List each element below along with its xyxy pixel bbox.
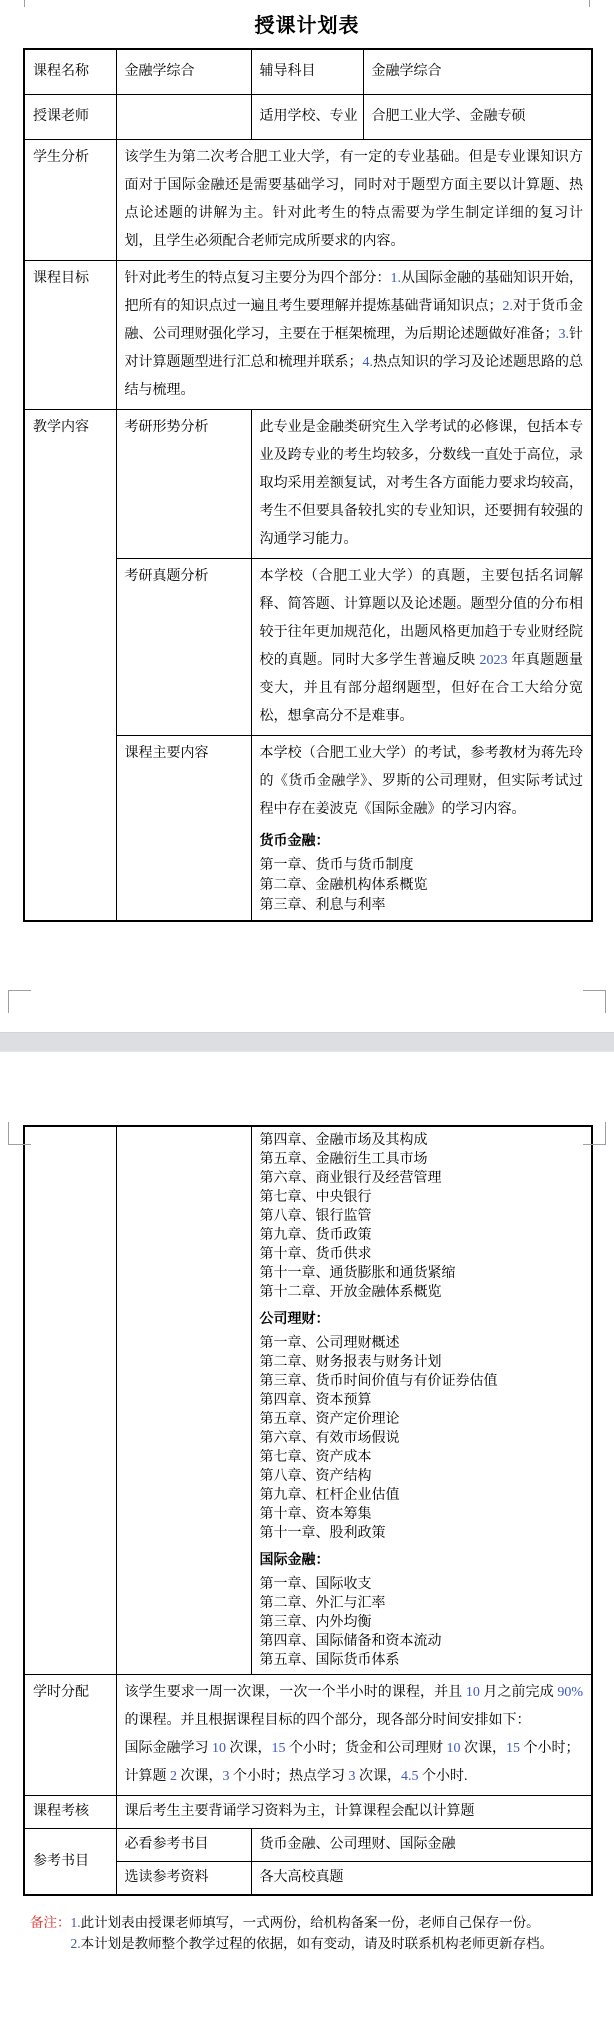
- highlighted-number: 3: [222, 1769, 230, 1784]
- table-row: [24, 410, 592, 559]
- school-major-label: 适用学校、专业: [251, 95, 363, 140]
- main-content-cell: [251, 736, 592, 922]
- highlighted-number: 1.: [70, 1915, 81, 1930]
- chapter-item: 第二章、外汇与汇率: [259, 1596, 386, 1611]
- international-finance-chapters: [260, 1575, 584, 1670]
- past-papers-label: 考研真题分析: [116, 559, 251, 736]
- document-page-2: [0, 1052, 614, 2024]
- highlighted-number: 4.: [362, 355, 373, 370]
- text-segment: 国际金融学习: [124, 1741, 212, 1756]
- highlighted-number: 4.5: [401, 1769, 419, 1784]
- text-segment: 月之前完成: [479, 1685, 558, 1700]
- table-row: [24, 1796, 592, 1829]
- must-read-label: 必看参考书目: [116, 1829, 251, 1862]
- text-segment: 个小时；货金和公司理财: [285, 1741, 447, 1756]
- page1-corner-mark-right: [583, 990, 606, 1013]
- assessment-label: 课程考核: [24, 1796, 116, 1829]
- main-content-label: 课程主要内容: [116, 736, 251, 922]
- course-goal-label: 课程目标: [24, 261, 116, 410]
- international-finance-heading: 国际金融：: [259, 1553, 330, 1568]
- assessment-text: 课后考生主要背诵学习资料为主，计算课程会配以计算题: [116, 1796, 592, 1829]
- highlighted-number: 15: [271, 1741, 286, 1756]
- text-segment: 针对计算题题型进行汇总和梳理并联系；: [124, 327, 583, 370]
- chapter-item: 第八章、资产结构: [259, 1469, 372, 1484]
- exam-trend-label: 考研形势分析: [116, 410, 251, 559]
- chapter-item: 第五章、资产定价理论: [259, 1412, 400, 1427]
- chapter-item: 第九章、杠杆企业估值: [259, 1488, 400, 1503]
- exam-trend-text: 此专业是金融类研究生入学考试的必修课，包括本专业及跨专业的考生均较多，分数线一直处于高位，录取均采用差额复试，对考生各方面能力要求均较高，考生不但要具备较扎实的专业知识，还要拥有较强的沟通学习能力。: [251, 410, 592, 559]
- optional-read-value: 各大高校真题: [251, 1862, 592, 1896]
- chapter-item: 第五章、金融衍生工具市场: [259, 1152, 428, 1167]
- tutor-subject-label: 辅导科目: [251, 49, 363, 95]
- chapter-item: 第二章、金融机构体系概览: [259, 878, 428, 893]
- course-goal-text: [116, 261, 592, 410]
- text-segment: 个小时；热点学习: [229, 1769, 349, 1784]
- highlighted-number: 10: [212, 1741, 226, 1756]
- table-row: [24, 1675, 592, 1796]
- course-name-value: 金融学综合: [116, 49, 251, 95]
- page-margin-tick-left: [24, 0, 25, 7]
- text-segment: 次课，: [226, 1741, 272, 1756]
- school-major-value: 合肥工业大学、金融专硕: [363, 95, 592, 140]
- page-margin-tick-right: [589, 0, 590, 7]
- highlighted-number: 10: [465, 1685, 480, 1700]
- text-segment: 计算题: [124, 1769, 170, 1784]
- continuation-empty-sublabel: [116, 1126, 251, 1675]
- teaching-content-label: 教学内容: [24, 410, 116, 922]
- teacher-label: 授课老师: [24, 95, 116, 140]
- text-segment: 次课，: [460, 1741, 506, 1756]
- text-segment: 对于货币金融、公司理财强化学习，主要在于框架梳理，为后期论述题做好准备；: [124, 299, 583, 342]
- hours-paragraph-2: [125, 1735, 584, 1763]
- highlighted-number: 90%: [557, 1685, 584, 1700]
- continuation-content-cell: [251, 1126, 592, 1675]
- chapter-item: 第六章、商业银行及经营管理: [259, 1171, 442, 1186]
- highlighted-number: 10: [446, 1741, 461, 1756]
- table-row: [24, 1126, 592, 1675]
- highlighted-number: 2023: [479, 653, 508, 668]
- chapter-item: 第十章、货币供求: [259, 1247, 372, 1262]
- optional-read-label: 选读参考资料: [116, 1862, 251, 1896]
- corporate-finance-heading: 公司理财：: [259, 1312, 330, 1327]
- teaching-plan-table-page2: [23, 1125, 593, 1896]
- continuation-empty-label: [24, 1126, 116, 1675]
- teacher-value: [116, 95, 251, 140]
- text-segment: 本计划是教师整个教学过程的依据，如有变动，请及时联系机构老师更新存档。: [80, 1936, 554, 1951]
- chapter-item: 第六章、有效市场假说: [259, 1431, 400, 1446]
- text-segment: 该学生要求一周一次课，一次一个半小时的课程，并且: [124, 1685, 466, 1700]
- student-analysis-label: 学生分析: [24, 140, 116, 261]
- chapter-item: 第一章、货币与货币制度: [259, 858, 414, 873]
- highlighted-number: 3.: [558, 327, 569, 342]
- text-segment: 此计划表由授课老师填写，一式两份，给机构备案一份，老师自己保存一份。: [80, 1915, 540, 1930]
- hours-paragraph-3: [125, 1763, 584, 1791]
- table-row: [24, 261, 592, 410]
- money-finance-heading: 货币金融：: [259, 834, 330, 849]
- hours-allocation-label: 学时分配: [24, 1675, 116, 1796]
- chapter-item: 第三章、货币时间价值与有价证券估值: [259, 1374, 498, 1389]
- remark-item-2: [71, 1933, 591, 1954]
- chapter-item: 第十一章、通货膨胀和通货紧缩: [259, 1266, 456, 1281]
- chapter-item: 第七章、中央银行: [259, 1190, 372, 1205]
- chapter-item: 第十章、资本筹集: [259, 1507, 372, 1522]
- chapter-item: 第十二章、开放金融体系概览: [259, 1285, 442, 1300]
- reference-books-label: 参考书目: [24, 1829, 116, 1896]
- chapter-item: 第五章、国际货币体系: [259, 1653, 400, 1668]
- text-segment: 针对此考生的特点复习主要分为四个部分：: [124, 271, 391, 286]
- page-separator: [0, 1032, 614, 1052]
- page-title: 授课计划表: [254, 15, 360, 37]
- text-segment: 热点知识的学习及论述题思路的总结与梳理。: [124, 355, 583, 398]
- chapter-item: 第二章、财务报表与财务计划: [259, 1355, 442, 1370]
- highlighted-number: 1.: [390, 271, 401, 286]
- page1-corner-mark-left: [8, 990, 31, 1013]
- main-content-intro: 本学校（合肥工业大学）的考试，参考教材为蒋先玲的《货币金融学》、罗斯的公司理财，但实际考试过程中存在姜波克《国际金融》的学习内容。: [259, 746, 583, 817]
- text-segment: 个小时；: [520, 1741, 580, 1756]
- chapter-item: 第三章、利息与利率: [259, 898, 386, 913]
- chapter-item: 第四章、国际储备和资本流动: [259, 1634, 442, 1649]
- table-row: [24, 1829, 592, 1862]
- highlighted-number: 3: [348, 1769, 356, 1784]
- remarks-section: [30, 1912, 590, 1954]
- text-segment: 个小时.: [418, 1769, 468, 1784]
- text-segment: 次课，: [177, 1769, 223, 1784]
- page2-corner-mark-left: [8, 1122, 31, 1145]
- money-finance-chapters: [260, 856, 584, 916]
- corporate-finance-chapters: [260, 1334, 584, 1543]
- table-row: [24, 49, 592, 95]
- chapter-item: 第四章、金融市场及其构成: [259, 1133, 428, 1148]
- course-name-label: 课程名称: [24, 49, 116, 95]
- table-row: [24, 140, 592, 261]
- remarks-label: 备注：: [30, 1915, 71, 1930]
- chapter-item: 第三章、内外均衡: [259, 1615, 372, 1630]
- chapter-item: 第十一章、股利政策: [259, 1526, 386, 1541]
- chapter-item: 第九章、货币政策: [259, 1228, 372, 1243]
- chapter-item: 第八章、银行监管: [259, 1209, 372, 1224]
- must-read-value: 货币金融、公司理财、国际金融: [251, 1829, 592, 1862]
- chapter-item: 第七章、资产成本: [259, 1450, 372, 1465]
- teaching-plan-table-page1: [23, 48, 593, 922]
- student-analysis-text: 该学生为第二次考合肥工业大学，有一定的专业基础。但是专业课知识方面对于国际金融还是需要基础学习，同时对于题型方面主要以计算题、热点论述题的讲解为主。针对此考生的特点需要为学生制定详细的复习计划，且学生必须配合老师完成所要求的内容。: [116, 140, 592, 261]
- remarks-items: [71, 1912, 591, 1954]
- past-papers-text: [251, 559, 592, 736]
- chapter-item: 第四章、资本预算: [259, 1393, 372, 1408]
- hours-paragraph-1: [125, 1679, 584, 1735]
- highlighted-number: 15: [506, 1741, 520, 1756]
- text-segment: 的课程。并且根据课程目标的四个部分，现各部分时间安排如下：: [124, 1713, 531, 1728]
- text-segment: 从国际金融的基础知识开始，把所有的知识点过一遍且考生要理解并提炼基础背诵知识点；: [124, 271, 583, 314]
- text-segment: 年真题题量变大，并且有部分超纲题型，但好在合工大给分宽松，想拿高分不是难事。: [259, 653, 584, 724]
- remark-item-1: [71, 1912, 591, 1933]
- text-segment: 次课，: [355, 1769, 401, 1784]
- text-segment: 本学校（合肥工业大学）的真题，主要包括名词解释、简答题、计算题以及论述题。题型分值的分布相较于往年更加规范化，出题风格更加趋于专业财经院校的真题。同时大多学生普遍反映: [259, 569, 583, 668]
- highlighted-number: 2: [170, 1769, 177, 1784]
- page2-corner-mark-right: [583, 1122, 606, 1145]
- highlighted-number: 2.: [70, 1936, 81, 1951]
- money-finance-chapters-continued: [260, 1131, 584, 1302]
- chapter-item: 第一章、公司理财概述: [259, 1336, 400, 1351]
- hours-allocation-cell: [116, 1675, 592, 1796]
- tutor-subject-value: 金融学综合: [363, 49, 592, 95]
- table-row: [24, 95, 592, 140]
- chapter-item: 第一章、国际收支: [259, 1577, 372, 1592]
- highlighted-number: 2.: [502, 299, 513, 314]
